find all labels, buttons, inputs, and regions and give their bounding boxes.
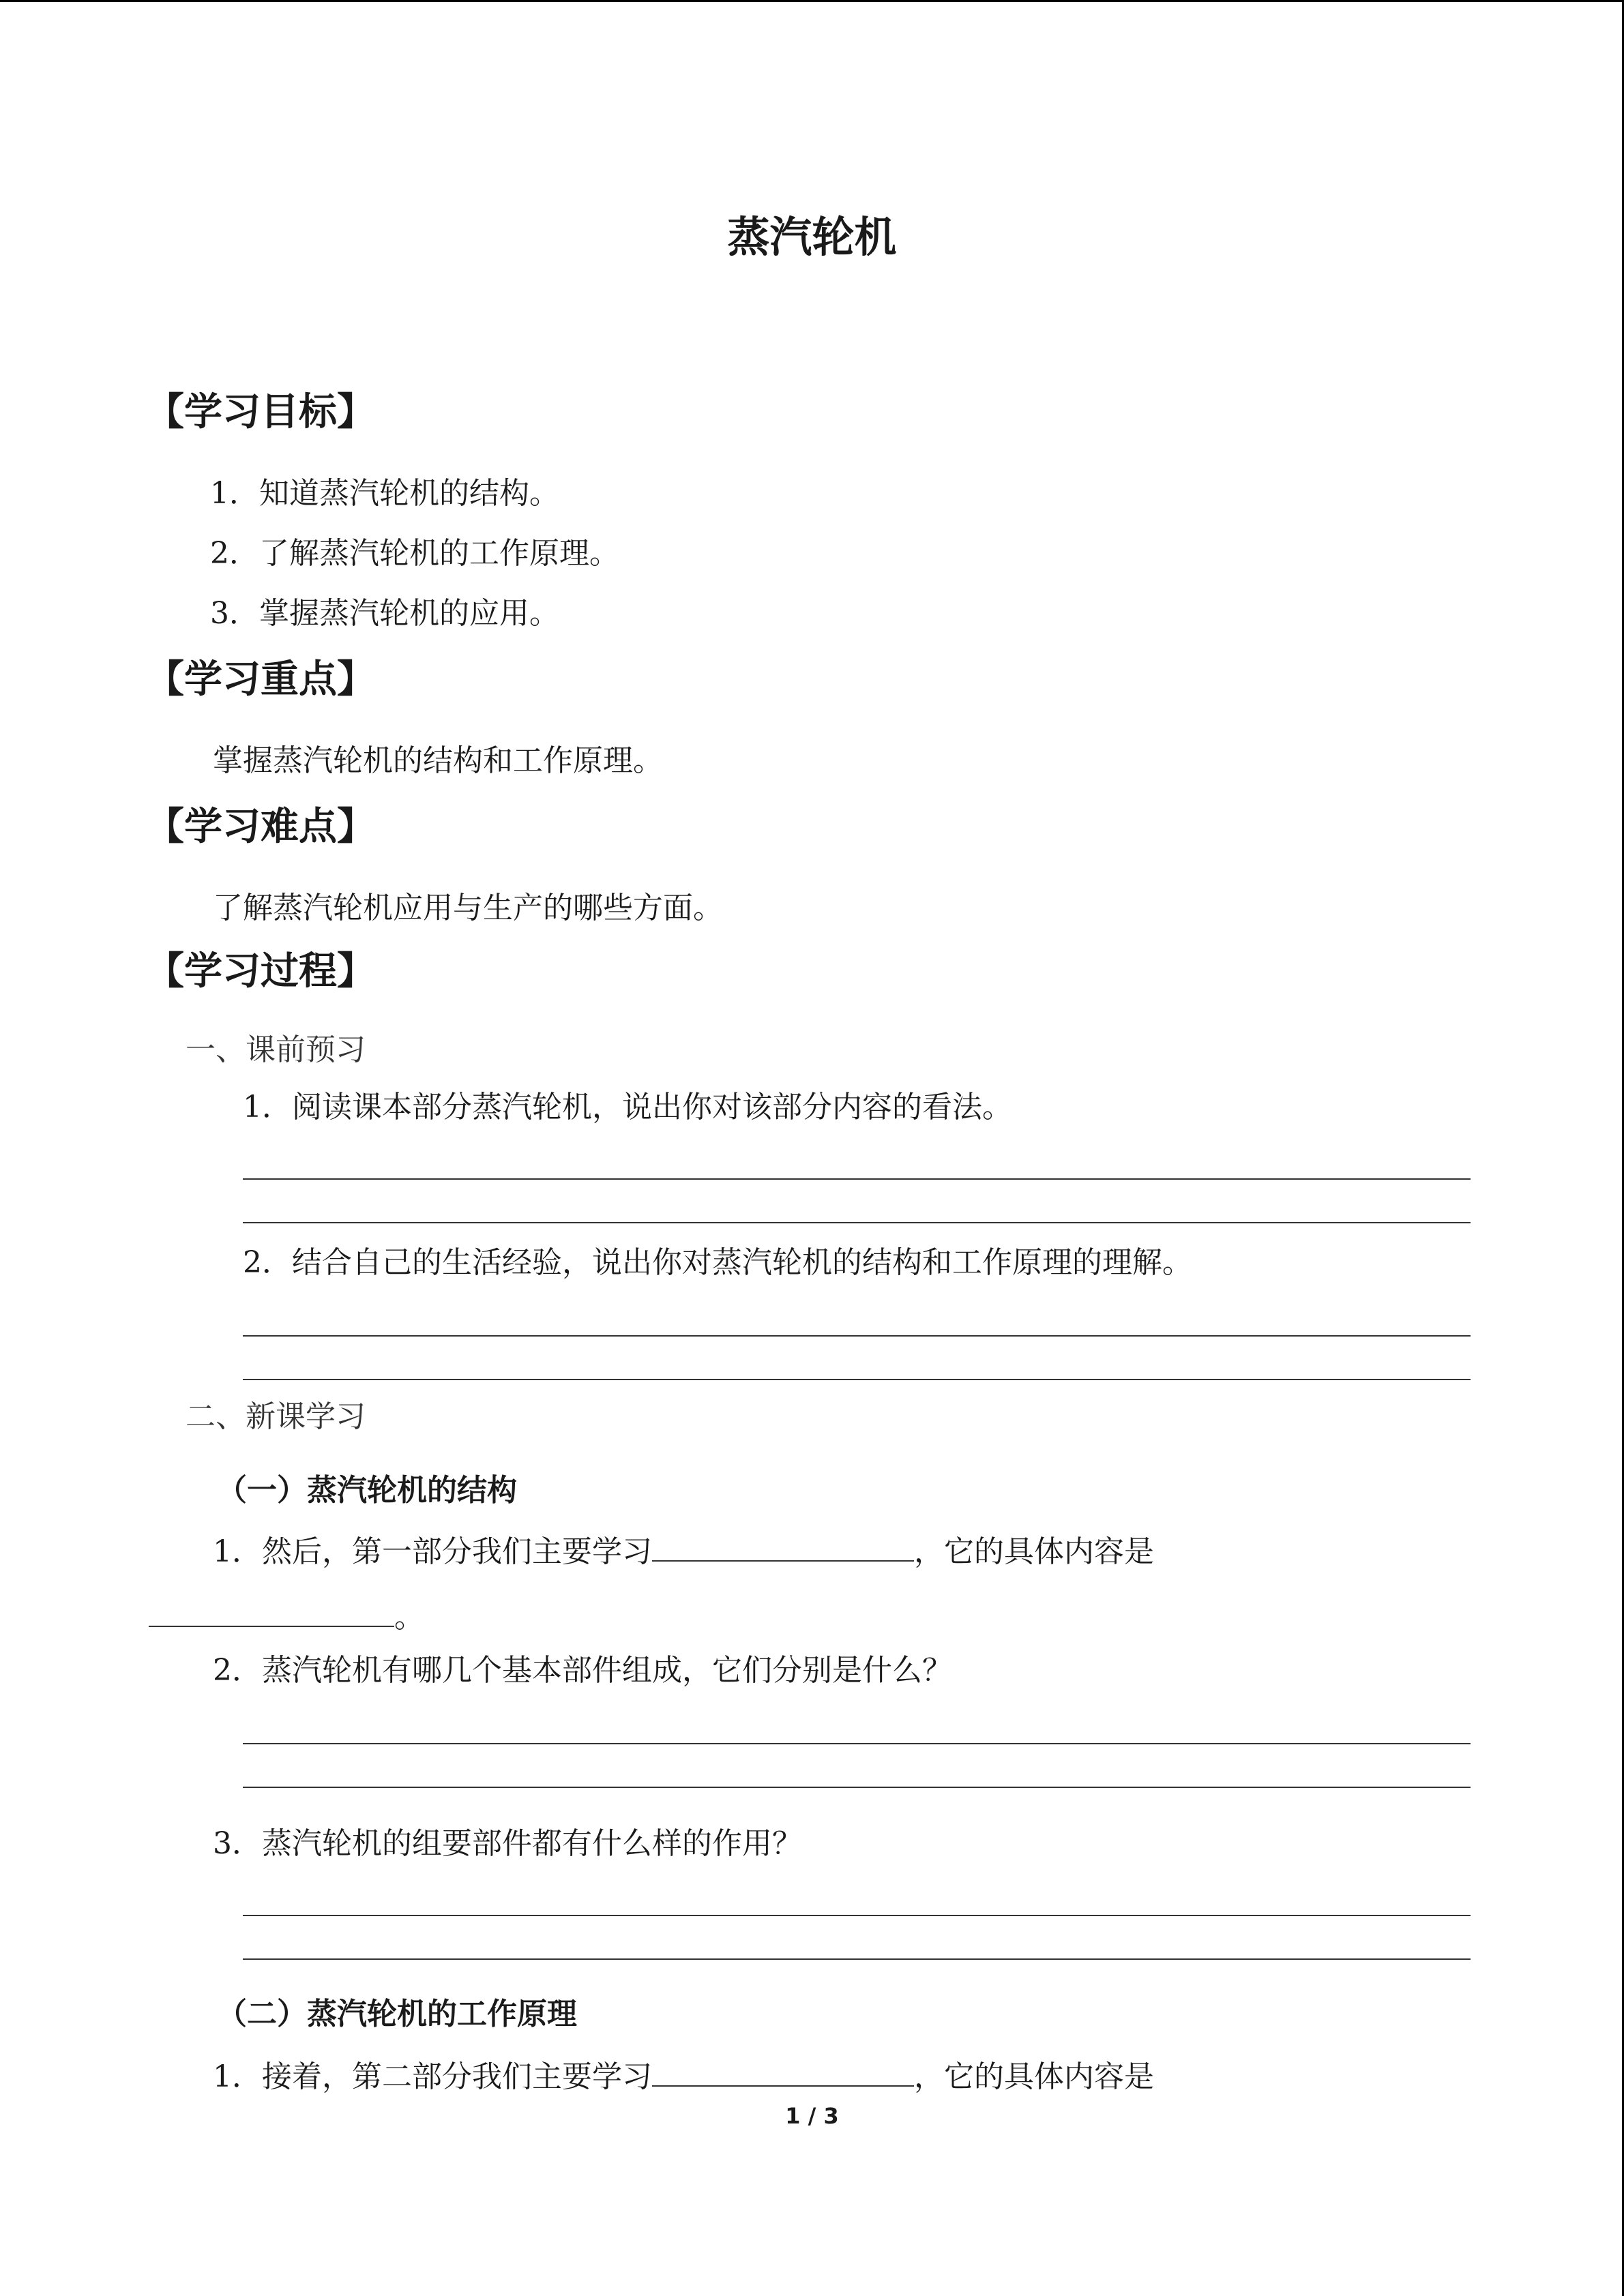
preview-question-2: 2．结合自己的生活经验，说出你对蒸汽轮机的结构和工作原理的理解。 bbox=[243, 1245, 1192, 1280]
answer-line[interactable] bbox=[243, 1222, 1471, 1223]
preview-question-1: 1．阅读课本部分蒸汽轮机，说出你对该部分内容的看法。 bbox=[243, 1090, 1012, 1124]
question-text: ，它的具体内容是 bbox=[914, 2059, 1154, 2094]
new-lesson-label: 二、新课学习 bbox=[186, 1399, 366, 1434]
page-number: 1 / 3 bbox=[785, 2103, 839, 2129]
section-heading-key-points: 【学习重点】 bbox=[146, 657, 375, 702]
question-text: 1．然后，第一部分我们主要学习 bbox=[213, 1534, 652, 1569]
part2-question-1 bbox=[213, 2055, 1154, 2098]
section-heading-difficulties: 【学习难点】 bbox=[146, 805, 375, 849]
answer-line[interactable] bbox=[243, 1379, 1471, 1380]
preview-label: 一、课前预习 bbox=[186, 1032, 366, 1067]
answer-line[interactable] bbox=[243, 1743, 1471, 1744]
objective-item-1: 1．知道蒸汽轮机的结构。 bbox=[210, 476, 559, 511]
answer-line[interactable] bbox=[243, 1335, 1471, 1337]
part1-question-1-continued bbox=[149, 1596, 424, 1638]
key-points-text: 掌握蒸汽轮机的结构和工作原理。 bbox=[213, 743, 663, 778]
fill-blank[interactable] bbox=[652, 2055, 914, 2087]
question-text: 1．接着，第二部分我们主要学习 bbox=[213, 2059, 652, 2094]
document-title: 蒸汽轮机 bbox=[727, 212, 897, 262]
part1-question-2: 2．蒸汽轮机有哪几个基本部件组成，它们分别是什么？ bbox=[213, 1653, 952, 1688]
objective-item-2: 2．了解蒸汽轮机的工作原理。 bbox=[210, 536, 619, 571]
answer-line[interactable] bbox=[243, 1915, 1471, 1916]
answer-line[interactable] bbox=[243, 1787, 1471, 1788]
section-heading-objectives: 【学习目标】 bbox=[146, 390, 375, 434]
answer-line[interactable] bbox=[243, 1958, 1471, 1960]
part1-question-1 bbox=[213, 1530, 1154, 1572]
part1-heading: （一）蒸汽轮机的结构 bbox=[217, 1473, 517, 1508]
answer-line[interactable] bbox=[243, 1178, 1471, 1180]
fill-blank[interactable] bbox=[652, 1530, 914, 1562]
fill-blank[interactable] bbox=[149, 1596, 394, 1627]
part2-heading: （二）蒸汽轮机的工作原理 bbox=[217, 1997, 577, 2031]
question-text: ，它的具体内容是 bbox=[914, 1534, 1154, 1569]
top-border bbox=[0, 0, 1624, 2]
objective-item-3: 3．掌握蒸汽轮机的应用。 bbox=[210, 596, 559, 631]
question-text: 。 bbox=[394, 1600, 424, 1635]
section-heading-process: 【学习过程】 bbox=[146, 949, 375, 994]
part1-question-3: 3．蒸汽轮机的组要部件都有什么样的作用？ bbox=[213, 1826, 802, 1861]
difficulties-text: 了解蒸汽轮机应用与生产的哪些方面。 bbox=[213, 891, 723, 925]
